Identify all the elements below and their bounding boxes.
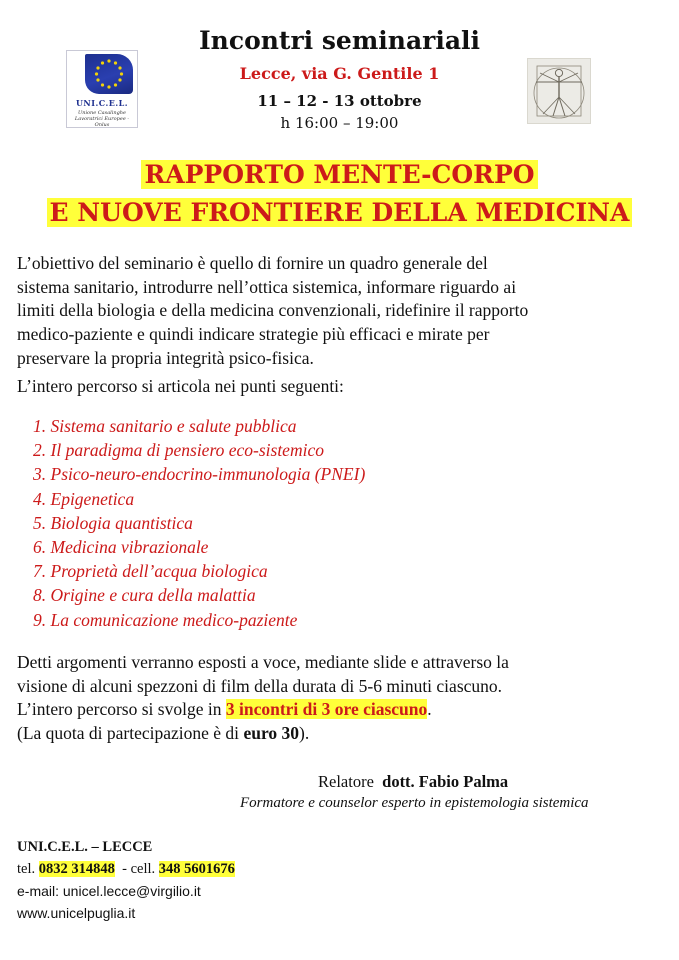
- list-item: 6. Medicina vibrazionale: [33, 537, 209, 558]
- details-text: .: [427, 699, 432, 720]
- contact-org: UNI.C.E.L. – LECCE: [17, 839, 153, 855]
- logo-name: UNI.C.E.L.: [75, 98, 129, 108]
- list-intro: L’intero percorso si articola nei punti seguenti:: [17, 376, 344, 396]
- contact-website[interactable]: www.unicelpuglia.it: [17, 905, 136, 921]
- list-item: 8. Origine e cura della malattia: [33, 585, 256, 606]
- details-line: [17, 722, 665, 746]
- list-item: 9. La comunicazione medico-paziente: [33, 609, 298, 630]
- seminar-headline: [0, 156, 679, 232]
- meetings-highlight: 3 incontri di 3 ore ciascuno: [225, 699, 428, 720]
- details-text: ).: [299, 723, 310, 744]
- vitruvian-man-image: [527, 58, 591, 124]
- fee-amount: euro 30: [243, 723, 300, 744]
- intro-line: preservare la propria integrità psico-fisica.: [17, 347, 314, 368]
- intro-paragraph: [17, 252, 665, 371]
- list-item: 3. Psico-neuro-endocrino-immunologia (PNEI): [33, 464, 366, 485]
- event-dates: 11 – 12 - 13 ottobre: [257, 92, 422, 110]
- cell-number[interactable]: 348 5601676: [158, 861, 235, 877]
- speaker-role: Formatore e counselor esperto in epistemologia sistemica: [240, 795, 589, 811]
- details-text: L’intero percorso si svolge in: [17, 699, 226, 720]
- intro-line: medico-paziente e quindi indicare strategie più efficaci e mirate per: [17, 324, 490, 345]
- contacts-block: [17, 836, 417, 924]
- list-item: 4. Epigenetica: [33, 488, 135, 509]
- list-item: 5. Biologia quantistica: [33, 512, 193, 533]
- cell-label: - cell.: [122, 861, 156, 877]
- event-hours: h 16:00 – 19:00: [280, 114, 399, 132]
- details-paragraph: [17, 651, 665, 746]
- details-text: (La quota di partecipazione è di: [17, 723, 244, 744]
- tel-label: tel.: [17, 861, 36, 877]
- details-line: visione di alcuni spezzoni di film della durata di 5-6 minuti ciascuno.: [17, 675, 503, 696]
- list-item: 1. Sistema sanitario e salute pubblica: [33, 416, 297, 436]
- page-title: Incontri seminariali: [198, 26, 481, 55]
- details-line: Detti argomenti verranno esposti a voce, mediante slide e attraverso la: [17, 652, 509, 672]
- speaker-label: Relatore: [318, 772, 374, 791]
- list-item: 7. Proprietà dell’acqua biologica: [33, 561, 268, 582]
- headline-line-1: RAPPORTO MENTE-CORPO: [141, 160, 537, 189]
- tel-number[interactable]: 0832 314848: [38, 861, 115, 877]
- speaker-line: [318, 772, 658, 792]
- logo-subtitle: Unione Casalinghe Lavoratrici Europee - Onlus: [74, 110, 130, 128]
- intro-line: L’obiettivo del seminario è quello di fornire un quadro generale del: [17, 253, 488, 273]
- details-line: [17, 698, 665, 722]
- topics-list: [33, 414, 633, 632]
- list-item: 2. Il paradigma di pensiero eco-sistemico: [33, 440, 324, 461]
- speaker-name: dott. Fabio Palma: [382, 772, 509, 791]
- contact-email[interactable]: e-mail: unicel.lecce@virgilio.it: [17, 883, 201, 899]
- headline-line-2: E NUOVE FRONTIERE DELLA MEDICINA: [47, 198, 633, 227]
- intro-line: limiti della biologia e della medicina convenzionali, ridefinire il rapporto: [17, 300, 529, 321]
- intro-line: sistema sanitario, introdurre nell’ottica sistemica, informare riguardo ai: [17, 276, 517, 297]
- event-place: Lecce, via G. Gentile 1: [239, 64, 440, 83]
- contact-phones: [17, 858, 417, 880]
